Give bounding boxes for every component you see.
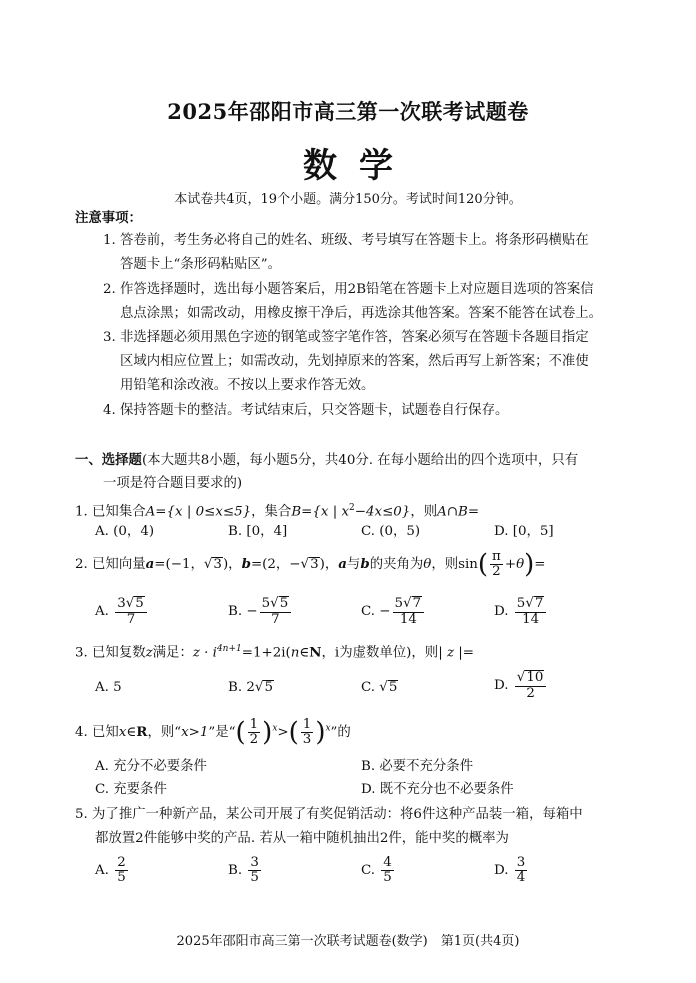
- question-1: [75, 500, 479, 520]
- q2-number: 2.: [75, 557, 88, 573]
- question-4: 4. 已知x∈R，则“x>1”是“( $\frac{1}{2}$ )$^x$>( $\frac{1}{3}$ )$^x$”的: [75, 717, 351, 748]
- q1-number: 1.: [75, 504, 88, 520]
- q2-b-value-post: )，: [319, 557, 339, 573]
- q3-option-c: C. √5: [361, 680, 398, 695]
- q5-option-c-frac: [381, 856, 394, 885]
- q2-plus-theta: +θ: [504, 557, 525, 573]
- q2-a-value-pre: =(−1，: [154, 557, 204, 573]
- q2-b-sign: −: [246, 603, 258, 619]
- q2-rparen: ): [524, 549, 535, 580]
- q2-b-den: 7: [271, 611, 280, 627]
- q2-d-den: 14: [522, 611, 540, 627]
- q5-d-den: 4: [516, 870, 526, 886]
- q2-c-rad: 7: [412, 596, 422, 611]
- question-3: [75, 641, 474, 661]
- q2-vector-a-2: a: [338, 556, 347, 573]
- q3-expr-sup: 4n+1: [216, 644, 242, 654]
- page-footer: 2025年邵阳市高三第一次联考试题卷(数学) 第1页(共4页): [176, 934, 520, 949]
- q5-option-a: [95, 856, 130, 885]
- q2-c-den: 14: [399, 611, 417, 627]
- q2-option-b-frac: $\frac{5√5}{7}$: [260, 596, 292, 627]
- q3-b-coef: 2: [246, 680, 255, 695]
- q2-a-den: 7: [126, 611, 136, 627]
- q1-text-1: 已知集合: [92, 504, 146, 520]
- q5-option-d-frac: [515, 856, 528, 885]
- q2-option-a: [95, 596, 149, 627]
- q2-c-coef: 5: [394, 596, 404, 611]
- q5-option-a-frac: [115, 856, 128, 885]
- q2-option-b: [228, 596, 293, 627]
- q4-exp-1: x: [272, 723, 278, 734]
- note-1-line-2: 答题卡上“条形码粘贴区”。: [120, 257, 281, 272]
- exam-title: 2025年邵阳市高三第一次联考试题卷: [167, 99, 529, 124]
- q1-set-b-sup: 2: [349, 503, 355, 513]
- q4-text-2: ，则“: [147, 725, 182, 741]
- q4-option-a: A. 充分不必要条件: [95, 759, 207, 774]
- q2-option-d-label: D.: [494, 603, 509, 619]
- q4-text-3: ”是“: [208, 725, 236, 741]
- q2-eq: =: [534, 557, 546, 573]
- q1-option-b: B. [0，4]: [228, 524, 288, 539]
- q3-b-rad: 5: [264, 680, 273, 695]
- q5-d-num: 3: [516, 855, 526, 870]
- q5-option-b: [228, 856, 263, 885]
- q4-option-c: C. 充要条件: [95, 782, 167, 797]
- q3-n-in: n∈: [290, 645, 310, 661]
- q5-option-c-label: C.: [361, 863, 376, 879]
- q2-vector-b-2: b: [360, 556, 370, 573]
- q3-text-1: 已知复数: [92, 645, 146, 661]
- q1-option-a: A. (0，4): [95, 524, 155, 539]
- q4-frac-third: [301, 718, 314, 747]
- q2-b-value-pre: =(2，−: [250, 557, 301, 573]
- q3-number: 3.: [75, 645, 88, 661]
- q2-a-rad: 5: [135, 596, 144, 611]
- q2-b-coef: 5: [261, 596, 271, 611]
- q3-expr-post: =1+2i(: [241, 645, 291, 661]
- q5-text-1: 为了推广一种新产品，某公司开展了有奖促销活动：将6件这种产品装一箱，每箱中: [92, 807, 583, 822]
- q5-option-a-label: A.: [95, 863, 109, 879]
- q5-option-d-label: D.: [494, 863, 509, 879]
- q2-option-c: [361, 596, 426, 627]
- q3-option-c-label: C.: [361, 680, 376, 695]
- question-2: 2. 已知向量a=(−1，√3)，b=(2，−√3)，a与b的夹角为θ，则sin( $\frac{\pi}{2}$ +θ)=: [75, 549, 546, 580]
- q5-b-den: 5: [250, 870, 259, 886]
- note-4: 4. 保持答题卡的整洁。考试结束后，只交答题卡，试题卷自行保存。: [103, 403, 509, 418]
- q2-lparen: (: [477, 549, 489, 580]
- q2-text-2: 与: [346, 557, 361, 573]
- q2-vector-a: a: [145, 556, 155, 573]
- note-3-line-3: 用铅笔和涂改液。不按以上要求作答无效。: [120, 378, 375, 393]
- q2-text-3: 的夹角为: [369, 557, 424, 573]
- q2-c-sign: −: [379, 603, 391, 619]
- section-1-label: 一、选择题: [75, 452, 142, 468]
- q4-number: 4.: [75, 725, 88, 741]
- q4-x-in: x∈: [118, 725, 137, 741]
- q1-expr: A∩B: [437, 504, 468, 520]
- q2-text-1: 已知向量: [92, 557, 146, 573]
- q4-option-b: B. 必要不充分条件: [361, 759, 474, 774]
- q2-option-d-frac: $\frac{5√7}{14}$: [515, 596, 547, 627]
- q3-eq: =: [462, 645, 475, 661]
- q4-text-4: ”的: [330, 725, 351, 741]
- q2-d-coef: 5: [516, 596, 526, 611]
- q3-natural-set: N: [309, 644, 322, 661]
- q5-option-c: [361, 856, 396, 885]
- q1-text-3: ，则: [410, 504, 438, 520]
- q3-option-b: B. 2√5: [228, 680, 273, 695]
- q3-option-a: A. 5: [95, 680, 122, 695]
- q2-option-a-frac: $\frac{3√5}{7}$: [115, 596, 147, 627]
- note-2-line-2: 息点涂黑；如需改动，用橡皮擦干净后，再选涂其他答案。答案不能答在试卷上。: [120, 306, 603, 321]
- q5-c-den: 5: [383, 870, 392, 886]
- q4-condition: x>1: [181, 725, 209, 741]
- notes-heading: 注意事项：: [75, 210, 142, 226]
- q5-option-d: [494, 856, 529, 885]
- note-1-line-1: 1. 答卷前，考生务必将自己的姓名、班级、考号填写在答题卡上。将条形码横贴在: [103, 233, 589, 248]
- q5-option-b-label: B.: [228, 863, 243, 879]
- q3-option-b-label: B.: [228, 680, 243, 695]
- q2-a-value-post: )，: [222, 557, 242, 573]
- section-1-desc-2: 一项是符合题目要求的): [103, 476, 243, 491]
- q3-text-3: ，i为虚数单位)，则: [321, 645, 439, 661]
- q4-exp-2: x: [325, 723, 331, 734]
- q2-option-d: [494, 596, 548, 627]
- q4-half-num: 1: [249, 717, 259, 732]
- q1-option-c: C. (0，5): [361, 524, 421, 539]
- q3-z: z: [145, 645, 153, 661]
- q2-text-4: ，则: [431, 557, 459, 573]
- q4-third-den: 3: [302, 732, 312, 748]
- q2-option-b-label: B.: [228, 603, 243, 619]
- q2-b-rad: 5: [279, 596, 289, 611]
- section-1-header: [75, 452, 578, 469]
- note-2-line-1: 2. 作答选择题时，选出每小题答案后，用2B铅笔在答题卡上对应题目选项的答案信: [103, 282, 594, 297]
- q5-a-num: 2: [117, 855, 126, 870]
- q2-b-value-rad: 3: [310, 557, 319, 573]
- q5-text-2: 都放置2件能够中奖的产品. 若从一箱中随机抽出2件，能中奖的概率为: [95, 831, 509, 846]
- note-3-line-1: 3. 非选择题必须用黑色字迹的钢笔或签字笔作答，答案必须写在答题卡各题目指定: [103, 330, 589, 345]
- q2-vector-b: b: [241, 556, 251, 573]
- q5-a-den: 5: [117, 870, 126, 886]
- q3-abs-z: | z |: [438, 645, 463, 661]
- q3-option-d-label: D.: [494, 677, 509, 693]
- q3-d-den: 2: [526, 685, 535, 701]
- q5-c-num: 4: [383, 855, 392, 870]
- q3-expr-pre: z · i: [192, 645, 217, 661]
- q1-set-b-post: −4x≤0}: [354, 504, 411, 520]
- question-5-line-1: [75, 807, 583, 823]
- q2-option-c-label: C.: [361, 603, 376, 619]
- q1-set-b-pre: B={x | x: [291, 504, 350, 520]
- section-1-desc: (本大题共8小题，每小题5分，共40分. 在每小题给出的四个选项中，只有: [141, 453, 579, 468]
- q2-two: 2: [492, 564, 501, 580]
- q4-gt: >: [277, 725, 289, 741]
- q4-real-set: R: [136, 724, 148, 741]
- q4-third-num: 1: [302, 717, 312, 732]
- q4-text-1: 已知: [92, 725, 119, 741]
- q2-theta: θ: [423, 557, 432, 573]
- q2-sin: sin: [458, 557, 478, 573]
- q3-d-rad: 10: [526, 670, 544, 685]
- q4-frac-half: [248, 718, 261, 747]
- q4-option-d: D. 既不充分也不必要条件: [361, 782, 514, 797]
- q1-text-2: ，集合: [251, 504, 292, 520]
- q5-option-b-frac: [248, 856, 261, 885]
- q2-pi-over-2: [490, 550, 503, 579]
- q5-number: 5.: [75, 807, 88, 822]
- q1-set-a: A={x | 0≤x≤5}: [145, 504, 252, 520]
- q2-a-value-rad: 3: [213, 557, 222, 573]
- q3-text-2: 满足：: [152, 645, 193, 661]
- q2-option-c-frac: $\frac{5√7}{14}$: [393, 596, 425, 627]
- q3-option-d-frac: $\frac{√10}{2}$: [515, 670, 547, 701]
- exam-info: 本试卷共4页，19个小题。满分150分。考试时间120分钟。: [174, 192, 522, 207]
- q3-option-d: [494, 670, 548, 701]
- subject-title: 数学: [303, 146, 415, 186]
- q1-text-4: =: [467, 504, 480, 520]
- note-3-line-2: 区域内相应位置上；如需改动，先划掉原来的答案，然后再写上新答案；不准使: [120, 354, 589, 369]
- q2-option-a-label: A.: [95, 603, 109, 619]
- q3-c-rad: 5: [388, 680, 398, 695]
- q1-option-d: D. [0，5]: [494, 524, 554, 539]
- q2-a-coef: 3: [117, 596, 126, 611]
- q2-d-rad: 7: [534, 596, 544, 611]
- q2-pi: π: [492, 549, 501, 564]
- q4-half-den: 2: [249, 732, 259, 748]
- q5-b-num: 3: [250, 855, 259, 870]
